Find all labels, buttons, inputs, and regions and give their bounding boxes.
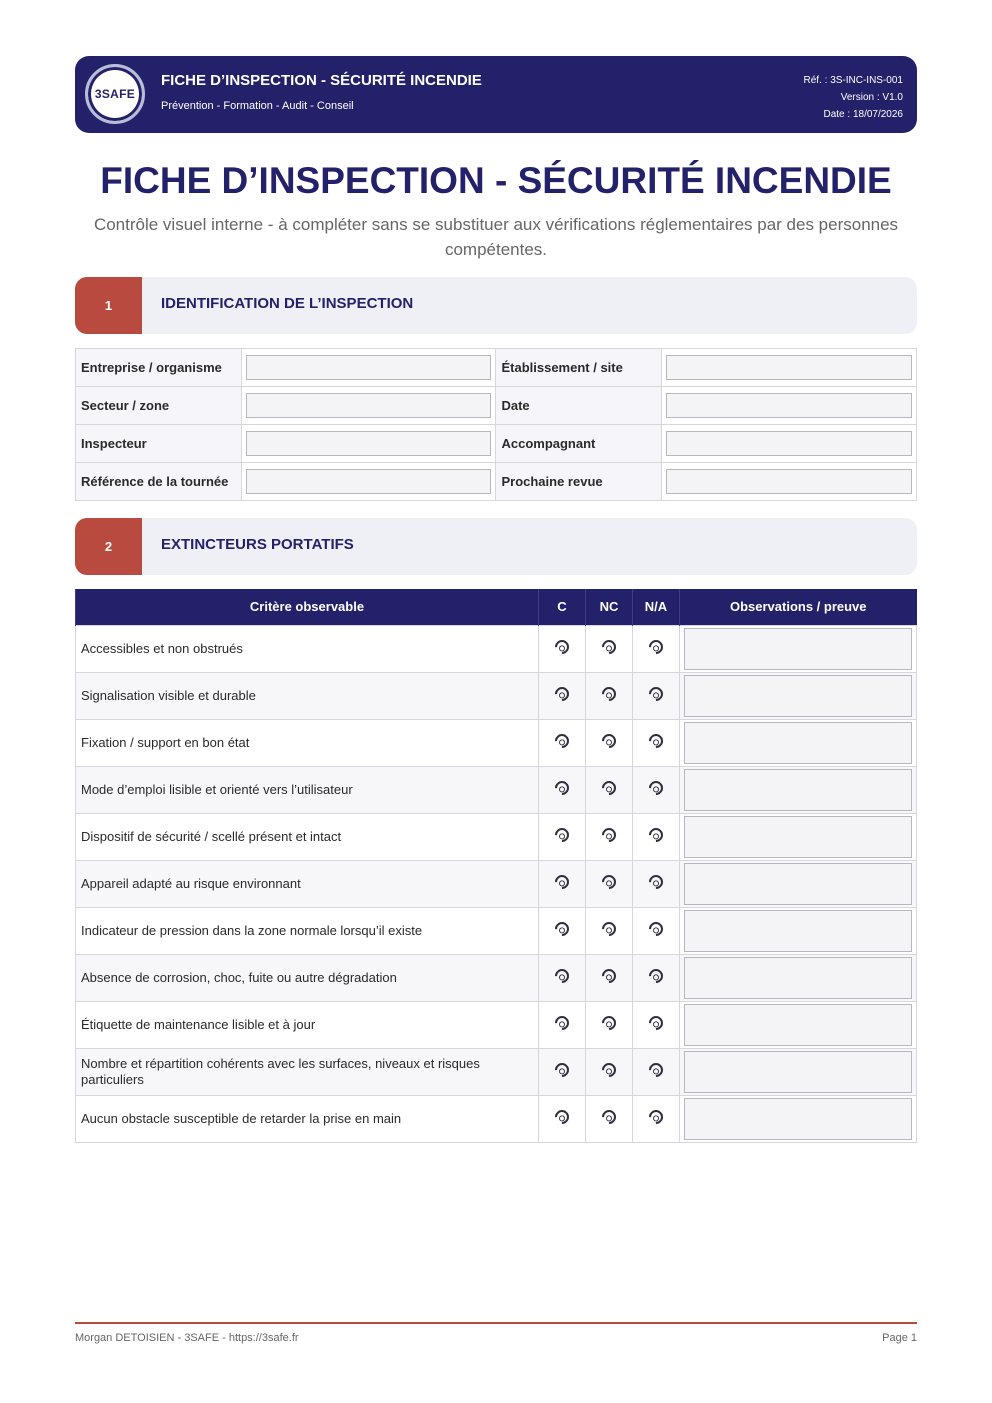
column-nc: NC (586, 589, 633, 625)
radio-nc-icon[interactable] (599, 825, 619, 845)
checklist-row (76, 672, 917, 719)
radio-nc-icon[interactable] (599, 1060, 619, 1080)
observations-cell (680, 813, 917, 860)
option-nc-cell (586, 719, 633, 766)
observations-input[interactable] (684, 1098, 912, 1140)
identification-input[interactable] (666, 393, 912, 418)
identification-field-cell (241, 425, 496, 463)
criterion-text: Dispositif de sécurité / scellé présent et intact (76, 813, 539, 860)
identification-field-cell (662, 349, 917, 387)
checklist-row (76, 625, 917, 672)
option-nc-cell (586, 954, 633, 1001)
criterion-text: Nombre et répartition cohérents avec les surfaces, niveaux et risques particuliers (76, 1048, 539, 1095)
identification-input[interactable] (666, 469, 912, 494)
document-date: Date : 18/07/2026 (823, 109, 903, 120)
option-nc-cell (586, 1001, 633, 1048)
radio-c-icon[interactable] (552, 825, 572, 845)
column-criterion: Critère observable (76, 589, 539, 625)
header-band (75, 56, 917, 133)
section-1-number: 1 (75, 277, 142, 334)
identification-label: Inspecteur (76, 425, 242, 463)
section-2-number: 2 (75, 518, 142, 575)
identification-row (76, 463, 917, 501)
checklist-row (76, 1095, 917, 1142)
option-c-cell (539, 719, 586, 766)
radio-c-icon[interactable] (552, 731, 572, 751)
document-reference: Réf. : 3S-INC-INS-001 (803, 75, 903, 86)
radio-nc-icon[interactable] (599, 684, 619, 704)
observations-input[interactable] (684, 816, 912, 858)
identification-field-cell (662, 387, 917, 425)
radio-nc-icon[interactable] (599, 872, 619, 892)
column-c: C (539, 589, 586, 625)
option-c-cell (539, 1095, 586, 1142)
option-na-cell (633, 1095, 680, 1142)
option-c-cell (539, 813, 586, 860)
checklist-table (75, 589, 917, 1143)
radio-c-icon[interactable] (552, 919, 572, 939)
radio-nc-icon[interactable] (599, 778, 619, 798)
option-na-cell (633, 954, 680, 1001)
identification-input[interactable] (246, 469, 492, 494)
identification-input[interactable] (246, 431, 492, 456)
observations-cell (680, 719, 917, 766)
identification-field-cell (241, 349, 496, 387)
identification-label: Accompagnant (496, 425, 662, 463)
option-c-cell (539, 907, 586, 954)
option-na-cell (633, 1001, 680, 1048)
option-na-cell (633, 813, 680, 860)
radio-c-icon[interactable] (552, 1060, 572, 1080)
section-1-title: IDENTIFICATION DE L’INSPECTION (161, 295, 414, 312)
checklist-row (76, 954, 917, 1001)
checklist-row (76, 766, 917, 813)
observations-input[interactable] (684, 722, 912, 764)
observations-cell (680, 1001, 917, 1048)
radio-c-icon[interactable] (552, 966, 572, 986)
option-nc-cell (586, 1048, 633, 1095)
observations-input[interactable] (684, 769, 912, 811)
observations-cell (680, 672, 917, 719)
radio-c-icon[interactable] (552, 1013, 572, 1033)
option-c-cell (539, 1048, 586, 1095)
identification-label: Entreprise / organisme (76, 349, 242, 387)
observations-input[interactable] (684, 863, 912, 905)
criterion-text: Appareil adapté au risque environnant (76, 860, 539, 907)
option-na-cell (633, 719, 680, 766)
radio-nc-icon[interactable] (599, 1107, 619, 1127)
radio-na-icon[interactable] (646, 778, 666, 798)
criterion-text: Aucun obstacle susceptible de retarder la prise en main (76, 1095, 539, 1142)
header-title: FICHE D’INSPECTION - SÉCURITÉ INCENDIE (161, 72, 482, 89)
option-na-cell (633, 860, 680, 907)
identification-input[interactable] (666, 355, 912, 380)
option-c-cell (539, 766, 586, 813)
section-2-title: EXTINCTEURS PORTATIFS (161, 536, 354, 553)
radio-na-icon[interactable] (646, 684, 666, 704)
option-na-cell (633, 672, 680, 719)
observations-cell (680, 860, 917, 907)
identification-label: Établissement / site (496, 349, 662, 387)
observations-cell (680, 1095, 917, 1142)
observations-cell (680, 954, 917, 1001)
checklist-row (76, 813, 917, 860)
header-tagline: Prévention - Formation - Audit - Conseil (161, 100, 354, 112)
observations-cell (680, 907, 917, 954)
checklist-row (76, 860, 917, 907)
identification-field-cell (241, 387, 496, 425)
document-version: Version : V1.0 (840, 92, 903, 103)
criterion-text: Mode d’emploi lisible et orienté vers l’utilisateur (76, 766, 539, 813)
footer-page-number: Page 1 (882, 1332, 917, 1344)
criterion-text: Absence de corrosion, choc, fuite ou autre dégradation (76, 954, 539, 1001)
identification-input[interactable] (246, 393, 492, 418)
criterion-text: Fixation / support en bon état (76, 719, 539, 766)
section-2-header (75, 518, 917, 575)
option-na-cell (633, 766, 680, 813)
radio-na-icon[interactable] (646, 731, 666, 751)
option-c-cell (539, 954, 586, 1001)
option-c-cell (539, 860, 586, 907)
radio-na-icon[interactable] (646, 1060, 666, 1080)
observations-input[interactable] (684, 910, 912, 952)
observations-input[interactable] (684, 675, 912, 717)
column-na: N/A (633, 589, 680, 625)
option-c-cell (539, 625, 586, 672)
section-1-header (75, 277, 917, 334)
identification-label: Secteur / zone (76, 387, 242, 425)
option-c-cell (539, 1001, 586, 1048)
observations-cell (680, 766, 917, 813)
option-nc-cell (586, 766, 633, 813)
checklist-header-row (76, 589, 917, 625)
option-nc-cell (586, 907, 633, 954)
observations-input[interactable] (684, 1051, 912, 1093)
radio-nc-icon[interactable] (599, 966, 619, 986)
radio-c-icon[interactable] (552, 872, 572, 892)
radio-c-icon[interactable] (552, 637, 572, 657)
identification-label: Référence de la tournée (76, 463, 242, 501)
radio-c-icon[interactable] (552, 778, 572, 798)
footer-author: Morgan DETOISIEN - 3SAFE - https://3safe.fr (75, 1332, 299, 1344)
identification-row (76, 349, 917, 387)
option-nc-cell (586, 860, 633, 907)
radio-nc-icon[interactable] (599, 1013, 619, 1033)
option-na-cell (633, 907, 680, 954)
identification-label: Prochaine revue (496, 463, 662, 501)
option-nc-cell (586, 672, 633, 719)
column-observations: Observations / preuve (680, 589, 917, 625)
radio-na-icon[interactable] (646, 825, 666, 845)
radio-na-icon[interactable] (646, 872, 666, 892)
identification-table (75, 348, 917, 501)
criterion-text: Accessibles et non obstrués (76, 625, 539, 672)
radio-nc-icon[interactable] (599, 919, 619, 939)
company-logo: 3SAFE (85, 64, 145, 124)
option-na-cell (633, 625, 680, 672)
option-nc-cell (586, 813, 633, 860)
radio-c-icon[interactable] (552, 1107, 572, 1127)
identification-field-cell (662, 463, 917, 501)
radio-nc-icon[interactable] (599, 731, 619, 751)
identification-input[interactable] (666, 431, 912, 456)
radio-nc-icon[interactable] (599, 637, 619, 657)
radio-c-icon[interactable] (552, 684, 572, 704)
page-subtitle: Contrôle visuel interne - à compléter sans se substituer aux vérifications réglementaires par des personnes compétentes. (93, 215, 899, 259)
identification-label: Date (496, 387, 662, 425)
observations-cell (680, 625, 917, 672)
identification-input[interactable] (246, 355, 492, 380)
identification-field-cell (241, 463, 496, 501)
observations-input[interactable] (684, 628, 912, 670)
radio-na-icon[interactable] (646, 1013, 666, 1033)
radio-na-icon[interactable] (646, 966, 666, 986)
radio-na-icon[interactable] (646, 1107, 666, 1127)
radio-na-icon[interactable] (646, 637, 666, 657)
option-nc-cell (586, 625, 633, 672)
criterion-text: Indicateur de pression dans la zone normale lorsqu’il existe (76, 907, 539, 954)
footer-rule (75, 1322, 917, 1324)
option-c-cell (539, 672, 586, 719)
radio-na-icon[interactable] (646, 919, 666, 939)
checklist-row (76, 1001, 917, 1048)
observations-input[interactable] (684, 957, 912, 999)
criterion-text: Signalisation visible et durable (76, 672, 539, 719)
checklist-row (76, 907, 917, 954)
checklist-row (76, 1048, 917, 1095)
identification-row (76, 387, 917, 425)
observations-cell (680, 1048, 917, 1095)
checklist-row (76, 719, 917, 766)
observations-input[interactable] (684, 1004, 912, 1046)
option-na-cell (633, 1048, 680, 1095)
identification-row (76, 425, 917, 463)
criterion-text: Étiquette de maintenance lisible et à jour (76, 1001, 539, 1048)
document-meta (804, 72, 903, 123)
page-title: FICHE D’INSPECTION - SÉCURITÉ INCENDIE (100, 160, 892, 201)
option-nc-cell (586, 1095, 633, 1142)
identification-field-cell (662, 425, 917, 463)
